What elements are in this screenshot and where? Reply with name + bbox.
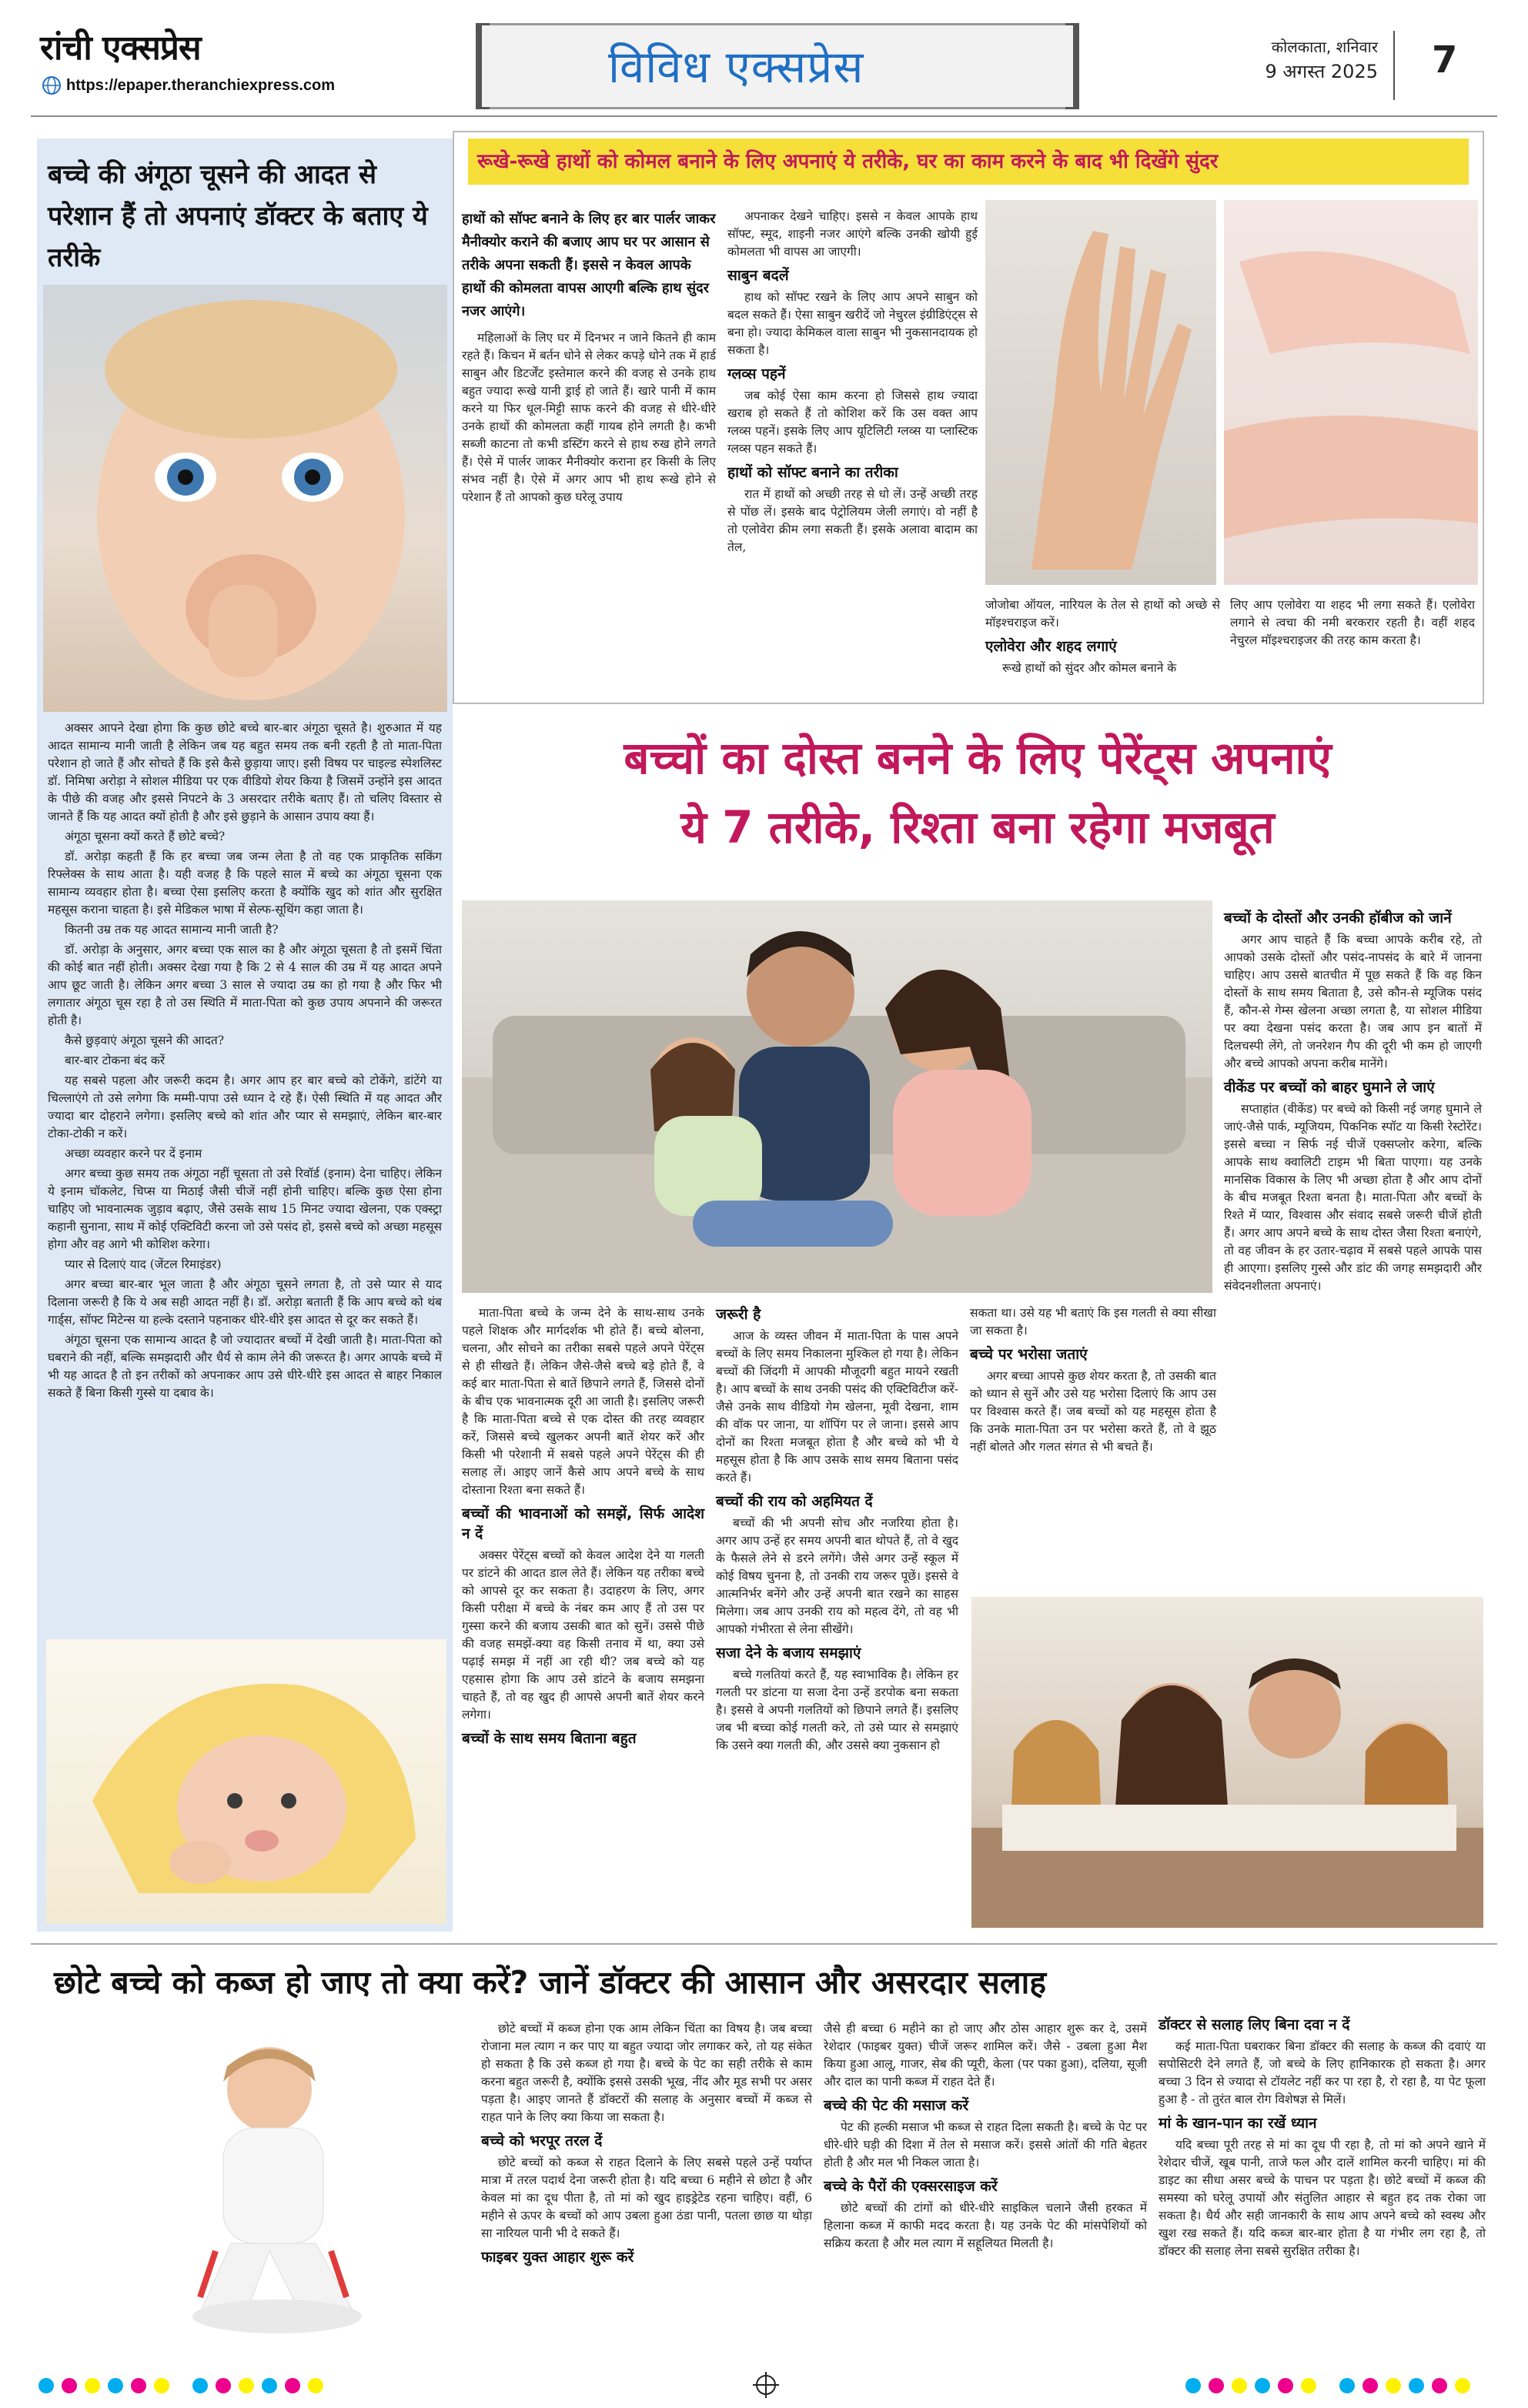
hands-headline: रूखे-रूखे हाथों को कोमल बनाने के लिए अपनाएं ये तरीके, घर का काम करने के बाद भी दिखेंगे सुंदर xyxy=(477,150,1219,173)
constipation-col2-text3: छोटे बच्चों की टांगों को धीरे-धीरे साइकिल चलाने जैसी हरकत में हिलाना कब्ज में काफी मदद करता है। यह उनके पेट की मांसपेशियों को सक्रिय करता है और मल त्याग में सहूलियत मिलती है। xyxy=(824,2201,1147,2250)
parents-col2-text2: बच्चे गलतियां करते हैं, यह स्वाभाविक है। लेकिन हर गलती पर डांटना या सजा देना उन्हें डरपोक बना सकता है। इससे वे अपनी गलतियों को छिपाने लगते हैं। इसलिए जब भी बच्चा कोई गलती करे, तो उसे प्यार से समझाएं कि उसने क्या गलती की, और उससे क्या नुकसान हो xyxy=(716,1668,958,1752)
constipation-col3 xyxy=(1159,2015,1486,2263)
parents-right-col xyxy=(1224,908,1482,1298)
hands-col2c: जब कोई ऐसा काम करना हो जिससे हाथ ज्यादा खराब हो सकते हैं तो कोशिश करें कि उस वक्त आप ग्लव्स पहनें। इसके लिए आप यूटिलिटी ग्लव्स या प्लास्टिक ग्लव्स पहन सकते हैं। xyxy=(727,389,978,456)
thumb-sub5-text: अगर बच्चा कुछ समय तक अंगूठा नहीं चूसता तो उसे रिवॉर्ड (इनाम) देना चाहिए। लेकिन ये इनाम चॉकलेट, चिप्स या मिठाई जैसी चीजें नहीं होनी चाहिए। बल्कि कुछ ऐसा होना चाहिए जो भावनात्मक जुड़ाव बढ़ाए, जैसे उसके साथ 15 मिनट ज्यादा खेलना, एक एक्स्ट्रा कहानी सुनाना, साथ में कोई एक्टिविटी करना जो उसे पसंद हो, इससे बच्चे को अच्छा महसूस होगा और वह आगे भी कोशिश करेगा। xyxy=(48,1167,442,1251)
thumb-sub3: कैसे छुड़वाएं अंगूठा चूसने की आदत? xyxy=(65,1034,225,1047)
bottom-rule xyxy=(31,1943,1497,1945)
thumb-sub4-text: यह सबसे पहला और जरूरी कदम है। अगर आप हर बार बच्चे को टोकेंगे, डांटेंगे या चिल्लाएंगे तो उसे लगेगा कि मम्मी-पापा उसे ध्यान दे रहे हैं। ऐसी स्थिति में यह आदत और ज्यादा बार दोहराने लगेगा। इसलिए बच्चे को शांत और प्यार से समझाएं, लेकिन बार-बार टोका-टोकी न करें। xyxy=(48,1074,442,1141)
registration-dot xyxy=(1409,2378,1424,2393)
family-sofa-photo xyxy=(462,900,1212,1293)
registration-dot xyxy=(1386,2378,1401,2393)
thumb-sub5: अच्छा व्यवहार करने पर दें इनाम xyxy=(65,1147,202,1161)
thumb-sub2-text: डॉ. अरोड़ा के अनुसार, अगर बच्चा एक साल का है और अंगूठा चूसता है तो इसमें चिंता की कोई बात नहीं होती। अक्सर देखा गया है कि 2 से 4 साल की उम्र में यह आदत अपने आप छूट जाती है। लेकिन अगर बच्चा 3 साल से ज्यादा उम्र का हो गया है और फिर भी लगातार अंगूठा चूस रहा है तो उस स्थिति में माता-पिता को कुछ उपाय अपनाने की जरूरत होती है। xyxy=(48,943,442,1027)
hands-intro: हाथों को सॉफ्ट बनाने के लिए हर बार पार्लर जाकर मैनीक्योर कराने की बजाए आप घर पर आसान से तरीके अपना सकती हैं। इससे न केवल आपके हाथों की कोमलता वापस आएगी बल्कि हाथ सुंदर नजर आएंगे। xyxy=(462,211,716,319)
parents-col3-sub: बच्चे पर भरोसा जताएं xyxy=(970,1346,1088,1363)
constipation-col2-text2: पेट की हल्की मसाज भी कब्ज से राहत दिला सकती है। बच्चे के पेट पर धीरे-धीरे घड़ी की दिशा में तेल से मसाज करें। इससे आंतों की गति बेहतर होती है और मल भी निकल जाता है। xyxy=(824,2120,1147,2169)
constipation-col1-sub: बच्चे को भरपूर तरल दें xyxy=(481,2132,603,2149)
hands-sub-soft: हाथों को सॉफ्ट बनाने का तरीका xyxy=(727,464,898,481)
thumb-sub1-text: डॉ. अरोड़ा कहती हैं कि हर बच्चा जब जन्म लेता है तो वह एक प्राकृतिक सकिंग रिफ्लेक्स के साथ आता है। यही वजह है कि पहले साल में बच्चे का अंगूठा चूसना एक सामान्य व्यवहार होता है। बच्चा ऐसा इसलिए करता है क्योंकि खुद को शांत और सुरक्षित महसूस कराना चाहता है। इसे मेडिकल भाषा में सेल्फ-सूथिंग कहा जाता है। xyxy=(48,850,442,917)
crosshair-icon xyxy=(753,2372,779,2398)
parents-col1-text: माता-पिता बच्चे के जन्म देने के साथ-साथ उनके पहले शिक्षक और मार्गदर्शक भी होते हैं। बच्चे बोलना, चलना, और सोचने का तरीका सबसे पहले अपने पेरेंट्स से ही सीखते हैं। लेकिन जैसे-जैसे बच्चे बड़े होते हैं, वे कई बार माता-पिता से बातें छिपाने लगते हैं, जिससे दोनों के बीच एक भावनात्मक दूरी आ जाती है। इसलिए जरूरी है कि माता-पिता बच्चे से एक दोस्त की तरह व्यवहार करें, जिससे बच्चे खुलकर अपनी बातें शेयर करें और किसी भी परेशानी में सबसे पहले अपने पेरेंट्स की ही सलाह लें। आइए जानें कैसे आप अपने बच्चे के साथ दोस्ताना रिश्ता बना सकते हैं। xyxy=(462,1306,704,1497)
hands-col1 xyxy=(462,208,716,506)
parents-col1 xyxy=(462,1304,704,1752)
thumb-sub4: बार-बार टोकना बंद करें xyxy=(65,1054,166,1067)
toddler-potty-photo xyxy=(46,2020,473,2340)
thumb-intro: अक्सर आपने देखा होगा कि कुछ छोटे बच्चे बार-बार अंगूठा चूसते है। शुरुआत में यह आदत सामान्य मानी जाती है लेकिन जब यह बहुत समय तक बनी रहती है तो माता-पिता परेशान हो जाते हैं और सोचते हैं कि इसे कैसे छुड़ाया जाए। इसी विषय पर चाइल्ड स्पेशलिस्ट डॉ. निमिषा अरोड़ा ने सोशल मीडिया पर एक वीडियो शेयर किया है जिसमें उन्होंने इस आदत के पीछे की वजह और इससे निपटने के 3 असरदार तरीके बताए हैं। तो चलिए विस्तार से जानते हैं कि यह आदत क्यों होती है और इसे छुड़ाने के आसान उपाय क्या हैं। xyxy=(48,721,442,823)
thumb-body xyxy=(48,720,442,1404)
registration-dot xyxy=(262,2378,277,2393)
thumb-sub6-text: अगर बच्चा बार-बार भूल जाता है और अंगूठा चूसने लगता है, तो उसे प्यार से याद दिलाना जरूरी है कि ये अब सही आदत नहीं है। डॉ. अरोड़ा बताती हैं कि आप बच्चे को थंब गार्ड्स, सॉफ्ट मिटेन्स या हल्के दस्ताने पहनाकर धीरे-धीरे इस आदत से दूर कर सकते हैं। xyxy=(48,1277,442,1327)
footer-registration-left xyxy=(38,2378,346,2396)
registration-dot xyxy=(1278,2378,1293,2393)
constipation-col3-text2: यदि बच्चा पूरी तरह से मां का दूध पी रहा है, तो मां को अपने खाने में रेशेदार चीजें, खूब पानी, ताजे फल और दालें शामिल करनी चाहिए। मां की डाइट का सीधा असर बच्चे के पाचन पर पड़ता है। छोटे बच्चों में कब्ज की समस्या को घरेलू उपायों और संतुलित आहार से बहुत हद तक रोका जा सकता है। धैर्य और सही जानकारी के साथ आप अपने बच्चे को स्वस्थ और खुश रख सकते हैं। यदि कब्ज बार-बार होता है या गंभीर लग रहा है, तो डॉक्टर की सलाह लेना सबसे सुरक्षित तरीका है। xyxy=(1159,2138,1486,2258)
parents-col2-sub2: सजा देने के बजाय समझाएं xyxy=(716,1645,861,1662)
parents-headline-1: बच्चों का दोस्त बनने के लिए पेरेंट्स अपनाएं xyxy=(624,732,1332,784)
constipation-col3-sub2: मां के खान-पान का रखें ध्यान xyxy=(1159,2115,1317,2132)
parents-right-text2: सप्ताहांत (वीकेंड) पर बच्चे को किसी नई जगह घुमाने ले जाएं-जैसे पार्क, म्यूजियम, पिकनिक स्पॉट या किसी रेस्टोरेंट। इससे बच्चा न सिर्फ नई चीजें एक्सप्लोर करेगा, बल्कि आपके साथ क्वालिटी टाइम भी बिता पाएगा। यह उनके मानसिक विकास के लिए भी अच्छा होता है और आप दोनों के बीच मजबूत रिश्ता बनता है। माता-पिता और बच्चों के रिश्ते में प्यार, विश्वास और संवाद सबसे जरूरी चीजें होती हैं। अगर आप अपने बच्चे के साथ दोस्त जैसा रिश्ता बनाएंगे, तो वह जीवन के हर उतार-चढ़ाव में सबसे पहले आपके पास ही आएगा। इसलिए गुस्से और डांट की जगह समझदारी और संवेदनशीलता अपनाएं। xyxy=(1224,1102,1482,1293)
thumb-sub1: अंगूठा चूसना क्यों करते हैं छोटे बच्चे? xyxy=(65,830,226,843)
hands-sub-aloe: एलोवेरा और शहद लगाएं xyxy=(985,638,1117,655)
registration-dot xyxy=(239,2378,254,2393)
masthead-logo: रांची एक्सप्रेस xyxy=(40,28,201,68)
constipation-col3-text: कई माता-पिता घबराकर बिना डॉक्टर की सलाह के कब्ज की दवाएं या सपोसिटरी देने लगते हैं, जो बच्चे के लिए हानिकारक हो सकता है। अगर बच्चा 3 दिन से ज्यादा से टॉयलेट नहीं कर पा रहा है, रो रहा है, या पेट फूला हुआ है - तो तुरंत बाल रोग विशेषज्ञ से मिलें। xyxy=(1159,2039,1486,2106)
baby-towel-photo xyxy=(46,1639,446,1924)
registration-dot xyxy=(1339,2378,1355,2393)
parents-col1-text2: अक्सर पेरेंट्स बच्चों को केवल आदेश देने या गलती पर डांटने की आदत डाल लेते हैं। लेकिन यह तरीका बच्चे को आपसे दूर कर सकता है। उदाहरण के लिए, अगर किसी परीक्षा में बच्चे के नंबर कम आए हैं तो उस पर गुस्सा करने की बजाय उसकी बात को सुनें। उससे पीछे की वजह समझें-क्या वह किसी तनाव में था, क्या उसे पढ़ाई समझ में नहीं आ रही थी? जब बच्चे को यह एहसास होगा कि आप उसे डांटने के बजाय समझना चाहते हैं, तो वह खुद ही आपसे अपनी बातें शेयर करने लगेगा। xyxy=(462,1548,704,1722)
page-number: 7 xyxy=(1432,38,1458,82)
right-bracket xyxy=(1065,23,1079,109)
section-title: विविध एक्सप्रेस xyxy=(608,41,864,93)
date-block xyxy=(1232,35,1378,84)
registration-dot xyxy=(108,2378,123,2393)
family-floor-photo xyxy=(971,1597,1483,1928)
parents-right-sub1: बच्चों के दोस्तों और उनकी हॉबीज को जानें xyxy=(1224,910,1452,927)
masthead xyxy=(40,23,471,108)
epaper-url-link[interactable]: https://epaper.theranchiexpress.com xyxy=(66,77,336,94)
parents-col1-sub2: बच्चों के साथ समय बिताना बहुत xyxy=(462,1730,637,1747)
constipation-col3-sub: डॉक्टर से सलाह लिए बिना दवा न दें xyxy=(1159,2016,1350,2033)
thumb-closing: अंगूठा चूसना एक सामान्य आदत है जो ज्यादातर बच्चों में देखी जाती है। माता-पिता को घबराने की नहीं, बल्कि समझदारी और धैर्य से काम लेने की जरूरत है। अगर आपके बच्चे में भी यह आदत है तो इन तरीकों को अपनाकर आप उसे धीरे-धीरे इस आदत से बाहर निकाल सकते हैं बिना किसी गुस्से या दबाव के। xyxy=(48,1333,442,1400)
registration-dot xyxy=(1232,2378,1247,2393)
thumb-sub2: कितनी उम्र तक यह आदत सामान्य मानी जाती है? xyxy=(65,923,279,937)
place-day: कोलकाता, शनिवार xyxy=(1271,38,1378,56)
hands-photo-left xyxy=(985,200,1216,585)
hands-sub-gloves: ग्लव्स पहनें xyxy=(727,366,786,382)
hands-col3b: रूखे हाथों को सुंदर और कोमल बनाने के xyxy=(1002,661,1177,675)
parents-right-sub2: वीकेंड पर बच्चों को बाहर घुमाने ले जाएं xyxy=(1224,1079,1435,1096)
constipation-col1-text: छोटे बच्चों में कब्ज होना एक आम लेकिन चिंता का विषय है। जब बच्चा रोजाना मल त्याग न कर पाए या बहुत ज्यादा जोर लगाकर करे, तो यह संकेत हो सकता है कि उसे कब्ज हो गया है। बच्चे के पेट का सही तरीके से काम करना बहुत जरूरी है, क्योंकि इससे उसकी भूख, नींद और मूड सभी पर असर पड़ता है। आइए जानते हैं डॉक्टरों की सलाह के अनुसार बच्चों में कब्ज से राहत पाने के लिए क्या किया जा सकता है। xyxy=(481,2022,812,2124)
constipation-col2-sub2: बच्चे के पैरों की एक्सरसाइज करें xyxy=(824,2178,998,2195)
thumb-sub6: प्यार से दिलाएं याद (जेंटल रिमाइंडर) xyxy=(65,1257,222,1271)
hands-col2a: अपनाकर देखने चाहिए। इससे न केवल आपके हाथ सॉफ्ट, स्मूद, शाइनी नजर आएंगे बल्कि उनकी खोयी हुई कोमलता भी वापस आ जाएगी। xyxy=(727,209,978,259)
registration-dot xyxy=(1301,2378,1316,2393)
registration-dot xyxy=(1455,2378,1470,2393)
globe-icon xyxy=(42,75,62,95)
hands-col2b: हाथ को सॉफ्ट रखने के लिए आप अपने साबुन को बदल सकते हैं। ऐसा साबुन खरीदें जो नेचुरल इंग्रीडिएंट्स से बना हो। ज्यादा केमिकल वाला साबुन भी नुकसानदायक हो सकता है। xyxy=(727,290,978,357)
thumb-headline: बच्चे की अंगूठा चूसने की आदत से परेशान हैं तो अपनाएं डॉक्टर के बताए ये तरीके xyxy=(48,159,428,273)
constipation-col1-text2: छोटे बच्चों को कब्ज से राहत दिलाने के लिए सबसे पहले उन्हें पर्याप्त मात्रा में तरल पदार्थ देना जरूरी होता है। यदि बच्चा 6 महीने से छोटा है और केवल मां का दूध पीता है, तो मां को खुद हाइड्रेटेड रहना चाहिए। वहीं, 6 महीने से ऊपर के बच्चों को आप उबला हुआ ठंडा पानी, पतला छाछ या थोड़ा सा नारियल पानी भी दे सकते हैं। xyxy=(481,2156,812,2240)
registration-dot xyxy=(85,2378,100,2393)
parents-right-text1: अगर आप चाहते हैं कि बच्चा आपके करीब रहे, तो आपको उसके दोस्तों और पसंद-नापसंद के बारे में जानना चाहिए। आप उससे बातचीत में पूछ सकते हैं कि वह किन दोस्तों के साथ समय बिताता है, उसे कौन-से म्यूजिक पसंद हैं, कौन-से गेम्स खेलना अच्छा लगता है, या सोशल मीडिया पर क्या देखना पसंद करता है। जब आप इन बातों में दिलचस्पी लेंगे, तो जनरेशन गैप की दूरी भी कम हो जाएगी और बच्चे आपको अपना करीब मानेंगे। xyxy=(1224,933,1482,1070)
hands-sub-soap: साबुन बदलें xyxy=(727,267,789,284)
hands-col2 xyxy=(727,208,978,559)
registration-dot xyxy=(62,2378,77,2393)
registration-dot xyxy=(131,2378,146,2393)
constipation-col1-sub2: फाइबर युक्त आहार शुरू करें xyxy=(481,2249,634,2266)
left-bracket xyxy=(476,23,490,109)
hands-photo-right xyxy=(1224,200,1478,585)
hands-col2d: रात में हाथों को अच्छी तरह से धो लें। उन्हें अच्छी तरह से पोंछ लें। इसके बाद पेट्रोलियम जेली लगाएं। वो नहीं है तो एलोवेरा क्रीम लगा सकती हैं। इसके अलावा बादाम का तेल, xyxy=(727,487,978,554)
parents-col3a: सकता था। उसे यह भी बताएं कि इस गलती से क्या सीखा जा सकता है। xyxy=(970,1306,1216,1338)
registration-dot xyxy=(216,2378,231,2393)
registration-dot xyxy=(285,2378,300,2393)
registration-dot xyxy=(1255,2378,1270,2393)
constipation-col2-text: जैसे ही बच्चा 6 महीने का हो जाए और ठोस आहार शुरू कर दे, उसमें रेशेदार (फाइबर युक्त) चीजें जरूर शामिल करें। जैसे - उबला हुआ मैश किया हुआ आलू, गाजर, सेब की प्यूरी, केला (पर पका हुआ), दलिया, सूजी और दाल का पानी कब्ज में राहत देते हैं। xyxy=(824,2022,1147,2089)
header-rule xyxy=(31,115,1497,117)
parents-col2-sub1: बच्चों की राय को अहमियत दें xyxy=(716,1493,873,1510)
baby-thumb-photo xyxy=(43,285,447,712)
registration-dot xyxy=(1362,2378,1378,2393)
issue-date: 9 अगस्त 2025 xyxy=(1265,61,1378,82)
constipation-col2-sub: बच्चे की पेट की मसाज करें xyxy=(824,2097,969,2114)
registration-dot xyxy=(1185,2378,1201,2393)
registration-dot xyxy=(308,2378,323,2393)
parents-col2-text1: बच्चों की भी अपनी सोच और नजरिया होता है। अगर आप उन्हें हर समय अपनी बात थोपते हैं, तो वे खुद के फैसले लेने से डरने लगेंगे। जैसे अगर उन्हें स्कूल में कोई विषय चुनना है, तो उनकी राय जरूर पूछें। इससे वे आत्मनिर्भर बनेंगे और उन्हें अपनी बात रखने का साहस मिलेगा। जब आप उनकी राय को महत्व देंगे, तो वह भी आपको गंभीरता से लेना सीखेंगे। xyxy=(716,1516,958,1636)
parents-headline-2: ये 7 तरीके, रिश्ता बना रहेगा मजबूत xyxy=(680,801,1275,853)
parents-col2-text: आज के व्यस्त जीवन में माता-पिता के पास अपने बच्चों के लिए समय निकालना मुश्किल हो गया है। लेकिन बच्चों की जिंदगी में आपकी मौजूदगी बहुत मायने रखती है। आप बच्चों के साथ उनकी पसंद की एक्टिविटीज करें-जैसे उनके साथ वीडियो गेम खेलना, मूवी देखना, शाम की वॉक पर जाना, या शॉपिंग पर ले जाना। इससे आप दोनों का रिश्ता मजबूत होता है और बच्चे को भी ये महसूस होता है कि आप उसके साथ समय बिताना पसंद करते हैं। xyxy=(716,1329,958,1485)
constipation-headline: छोटे बच्चे को कब्ज हो जाए तो क्या करें? जानें डॉक्टर की आसान और असरदार सलाह xyxy=(54,1964,1047,2001)
parents-col3b: अगर बच्चा आपसे कुछ शेयर करता है, तो उसकी बात को ध्यान से सुनें और उसे यह भरोसा दिलाएं कि आप उस पर विश्वास करते हैं। जब बच्चों को यह महसूस होता है कि उनके माता-पिता उन पर भरोसा करते हैं, तो वे झूठ नहीं बोलते और गलत संगत से भी बचते हैं। xyxy=(970,1369,1216,1454)
registration-dot xyxy=(192,2378,208,2393)
registration-dot xyxy=(1209,2378,1224,2393)
parents-col2 xyxy=(716,1304,958,1757)
constipation-col2 xyxy=(824,2020,1147,2255)
hands-col3 xyxy=(985,596,1220,680)
hands-col1-text: महिलाओं के लिए घर में दिनभर न जाने कितने ही काम रहते हैं। किचन में बर्तन धोने से लेकर कपड़े धोने तक में हार्ड साबुन और डिटर्जेंट इस्तेमाल करने की वजह से उनके हाथ बहुत ज्यादा रूखे यानी ड्राई हो जाते हैं। खारे पानी में काम करने या फिर धूल-मिट्टी साफ करने की वजह से धीरे-धीरे उनके हाथों की कोमलता कहीं गायब होने लगती है। कभी सब्जी काटना तो कभी डस्टिंग करने से हाथ रुख होने लगते हैं। ऐसे में पार्लर जाकर मैनीक्योर कराना हर किसी के लिए संभव नहीं है। ऐसे में अगर आप भी हाथ रूखे होने से परेशान हैं तो आपको कुछ घरेलू उपाय xyxy=(462,331,716,504)
registration-dot xyxy=(154,2378,169,2393)
parents-col1-sub: बच्चों की भावनाओं को समझें, सिर्फ आदेश न दें xyxy=(462,1505,704,1542)
parents-col3 xyxy=(970,1304,1216,1458)
hands-col3a: जोजोबा ऑयल, नारियल के तेल से हाथों को अच्छे से मॉइश्चराइज करें। xyxy=(985,598,1220,630)
registration-dot xyxy=(1432,2378,1447,2393)
footer-registration-right xyxy=(1185,2378,1493,2396)
constipation-col1 xyxy=(481,2020,812,2270)
registration-dot xyxy=(38,2378,54,2393)
parents-col2-sub0: जरूरी है xyxy=(716,1306,761,1323)
hands-col4: लिए आप एलोवेरा या शहद भी लगा सकते हैं। एलोवेरा लगाने से त्वचा की नमी बरकरार रहती है। वहीं शहद नेचुरल मॉइश्चराइजर की तरह काम करता है। xyxy=(1230,598,1475,647)
header-divider xyxy=(1393,31,1395,100)
